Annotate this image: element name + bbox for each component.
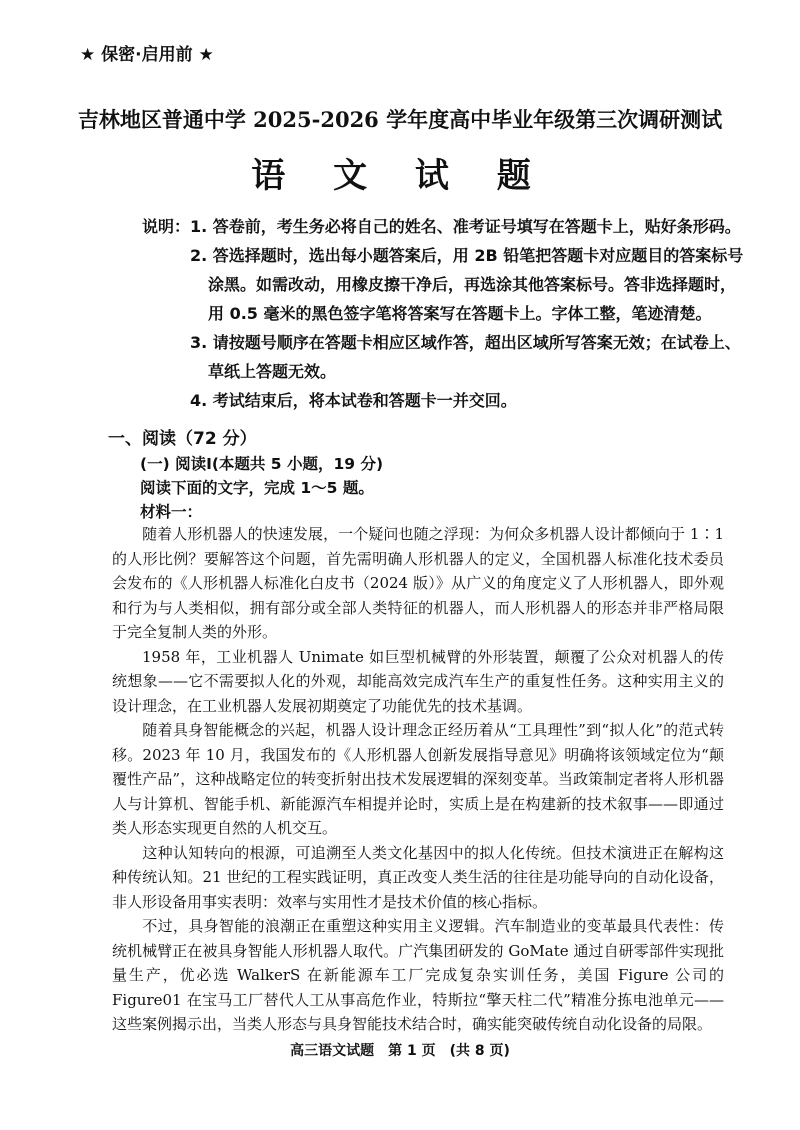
passage-paragraph: 1958 年，工业机器人 Unimate 如巨型机械臂的外形装置，颠覆了公众对机器人的传统想象——它不需要拟人化的外观，却能高效完成汽车生产的重复性任务。这种实用主义的设计理念，在工业机器人发展初期奠定了功能优先的技术基调。 (112, 647, 724, 715)
instruction-item-3: 3. 请按题号顺序在答题卡相应区域作答，超出区域所写答案无效；在试卷上、 (190, 333, 741, 352)
passage-paragraph: 随着具身智能概念的兴起，机器人设计理念正经历着从“工具理性”到“拟人化”的范式转移。2023 年 10 月，我国发布的《人形机器人创新发展指导意见》明确将该领域定位为“颠覆性产品”，这种战略定位的转变折射出技术发展逻辑的深刻变革。当政策制定者将人形机器人与计算机、智能手机、新能源汽车相提并论时，实质上是在构建新的技术叙事——即通过类人形态实现更自然的人机交互。 (112, 721, 724, 837)
instructions-block (142, 212, 742, 415)
instruction-item-4: 4. 考试结束后，将本试卷和答题卡一并交回。 (190, 391, 517, 410)
reading-passage (112, 522, 724, 1037)
subject-title: 语 文 试 题 (251, 156, 549, 196)
instruction-item-2-cont: 涂黑。如需改动，用橡皮擦干净后，再选涂其他答案标号。答非选择题时， (208, 275, 737, 294)
passage-paragraph: 这种认知转向的根源，可追溯至人类文化基因中的拟人化传统。但技术演进正在解构这种传统认知。21 世纪的工程实践证明，真正改变人类生活的往往是功能导向的自动化设备，非人形设备用事实表明：效率与实用性才是技术价值的核心指标。 (112, 843, 724, 911)
exam-title: 吉林地区普通中学 2025-2026 学年度高中毕业年级第三次调研测试 (77, 107, 723, 132)
instruction-item-2: 2. 答选择题时，选出每小题答案后，用 2B 铅笔把答题卡对应题目的答案标号 (190, 246, 744, 265)
page-footer: 高三语文试题 第 1 页 (共 8 页) (290, 1043, 510, 1059)
part-heading: (一) 阅读Ⅰ(本题共 5 小题，19 分) (140, 455, 384, 473)
reading-instruction: 阅读下面的文字，完成 1～5 题。 (140, 479, 374, 497)
instruction-item-2-cont: 用 0.5 毫米的黑色签字笔将答案写在答题卡上。字体工整，笔迹清楚。 (208, 304, 712, 323)
section-heading: 一、阅读（72 分） (108, 429, 257, 449)
instruction-item-1: 说明：1. 答卷前，考生务必将自己的姓名、准考证号填写在答题卡上，贴好条形码。 (142, 212, 742, 241)
instructions-lead: 说明： (142, 217, 191, 236)
material-label: 材料一： (140, 503, 203, 521)
confidential-label: ★ 保密·启用前 ★ (80, 45, 214, 65)
passage-paragraph: 不过，具身智能的浪潮正在重塑这种实用主义逻辑。汽车制造业的变革最具代表性：传统机械臂正在被具身智能人形机器人取代。广汽集团研发的 GoMate 通过自研零部件实现批量生产，优必选 WalkerS 在新能源车工厂完成复杂实训任务，美国 Figure 公司的 Figure01 在宝马工厂替代人工从事高危作业，特斯拉“擎天柱二代”精准分拣电池单元——这些案例揭示出，当类人形态与具身智能技术结合时，确实能突破传统自动化设备的局限。 (112, 917, 724, 1033)
passage-paragraph: 随着人形机器人的快速发展，一个疑问也随之浮现：为何众多机器人设计都倾向于 1∶1 的人形比例？要解答这个问题，首先需明确人形机器人的定义，全国机器人标准化技术委员会发布的《人形机器人标准化白皮书（2024 版）》从广义的角度定义了人形机器人，即外观和行为与人类相似，拥有部分或全部人类特征的机器人，而人形机器人的形态并非严格局限于完全复制人类的外形。 (112, 525, 724, 641)
instruction-item-3-cont: 草纸上答题无效。 (208, 362, 337, 381)
